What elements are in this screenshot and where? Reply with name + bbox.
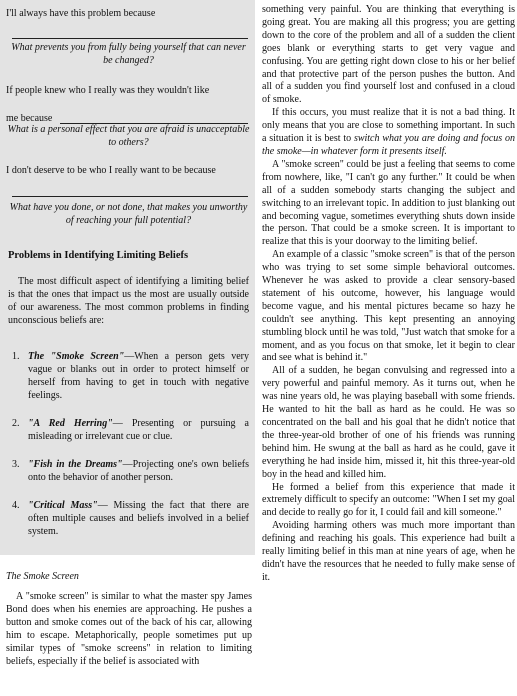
prompt-1-line: I'll always have this problem because: [6, 8, 156, 19]
list-item-text: — Presenting or pursuing a misleading or irrelevant cue or clue.: [28, 418, 249, 442]
prompt-3-line: I don't deserve to be who I really want to be because: [6, 165, 216, 176]
list-item-number: 3.: [12, 459, 20, 470]
paragraph-if-this-occurs: [262, 107, 515, 159]
list-item-title: The "Smoke Screen": [28, 351, 125, 362]
paragraph-belief-formed: He formed a belief from this experience that made it extremely difficult to specify an outcome: "When I set my goal and decide to really go for it, I could fail and kill someone.": [262, 481, 515, 519]
prompt-2-line: If people knew who I really was they wouldn't like: [6, 85, 210, 96]
list-item-number: 2.: [12, 418, 20, 429]
prompt-3-blank[interactable]: [12, 196, 248, 197]
list-item-number: 1.: [12, 351, 20, 362]
prompt-1-blank[interactable]: [12, 38, 248, 39]
subheading-smoke-screen: The Smoke Screen: [6, 571, 79, 582]
list-item: [12, 350, 249, 402]
list-item-title: "A Red Herring": [28, 418, 113, 429]
list-item: [12, 458, 249, 484]
prompt-2-line-2: me because: [6, 113, 53, 124]
paragraph-continuation: something very painful. You are thinking that everything is going great. You are making all this progress; you are getting down to the core of the problem and all of a sudden the client goes blank or everything starts to get very vague and confusing. You are getting right down close to his or her belief and that protective part of the person pushes the button. And all of a sudden you find yourself lost and confused in a cloud of smoke.: [262, 4, 515, 106]
list-item-text: —When a person gets very vague or blanks out in order to protect himself or herself from having to get in touch with negative feelings.: [28, 351, 249, 401]
right-column: [262, 0, 517, 696]
list-item-title: "Critical Mass": [28, 500, 98, 511]
body-text: [262, 4, 515, 585]
list-item-number: 4.: [12, 500, 20, 511]
list-item-text: — Missing the fact that there are often multiple causes and beliefs involved in a belief system.: [28, 500, 249, 537]
paragraph-avoiding-harm: Avoiding harming others was much more important than defining and reaching his goals. This experience had built a really limiting belief in this man at nine years of age, when he didn't have the resources that he needed to fully make sense of it.: [262, 520, 515, 583]
prompt-2-question: What is a personal effect that you are afraid is unacceptable to others?: [7, 124, 250, 148]
list-item: [12, 417, 249, 443]
paragraph-text: If this occurs, you must realize that it is not a bad thing. It only means that you are close to something important. In such a situation it is best to: [262, 107, 515, 145]
intro-paragraph: The most difficult aspect of identifying a limiting belief is that the ones that impact us the most are usually outside of our awareness. The most common problems in finding unconscious beliefs are:: [8, 276, 249, 326]
list-item: [12, 499, 249, 538]
prompt-3-question: What have you done, or not done, that makes you unworthy of reaching your full potential?: [9, 202, 248, 226]
left-column: [0, 0, 255, 696]
smoke-screen-paragraph: A "smoke screen" is similar to what the master spy James Bond does when his enemies are approaching. He pushes a button and smoke comes out of the back of his car, allowing him to escape. Metaphorically, people sometimes put up similar types of "smoke screens" in relation to limiting beliefs, especially if the belief is associated with: [6, 591, 252, 667]
paragraph-italic-advice: switch what you are doing and focus on the smoke—in whatever form it presents itself.: [262, 133, 515, 157]
prompt-1-question: What prevents you from fully being yourself that can never be changed?: [11, 42, 246, 66]
section-heading: Problems in Identifying Limiting Beliefs: [8, 250, 189, 261]
list-item-text: —Projecting one's own beliefs onto the behavior of another person.: [28, 459, 249, 483]
list-item-title: "Fish in the Dreams": [28, 459, 123, 470]
paragraph-smoke-screen-feeling: A "smoke screen" could be just a feeling that seems to come from nowhere, like, "I can't go any further." It could be when all of a sudden somebody starts changing the subject and switching to an irrelevant topic. In addition to just blanking out and becoming vague, sometimes everything shuts down inside the person. That could be a smoke screen. It is important to realize that this is your doorway to the limiting belief.: [262, 158, 516, 248]
paragraph-classic-example: An example of a classic "smoke screen" is that of the person who was trying to set some simple behavioral outcomes. Whenever he was asked to provide a clear sensory-based statement of his outcome, however, his language would become vague, and his mental pictures became so hazy he couldn't see anything. This kept presenting an annoying stumbling block until he was told, "Just watch that smoke for a moment, and as you focus on that smoke, let it begin to clear and see what is behind it.": [262, 249, 515, 364]
paragraph-memory: All of a sudden, he began convulsing and regressed into a very powerful and painful memory. As it turns out, when he was nine years old, he was playing baseball with some friends. He wanted to hit the ball as hard as he could. He was so concentrated on the ball and his goal that he didn't notice that the three-year-old brother of one of his friends was running behind him. He swung at the ball as hard as he could, gave it everything he had inside him, missed it, hit this three-year-old boy in the head and killed him.: [262, 365, 515, 480]
